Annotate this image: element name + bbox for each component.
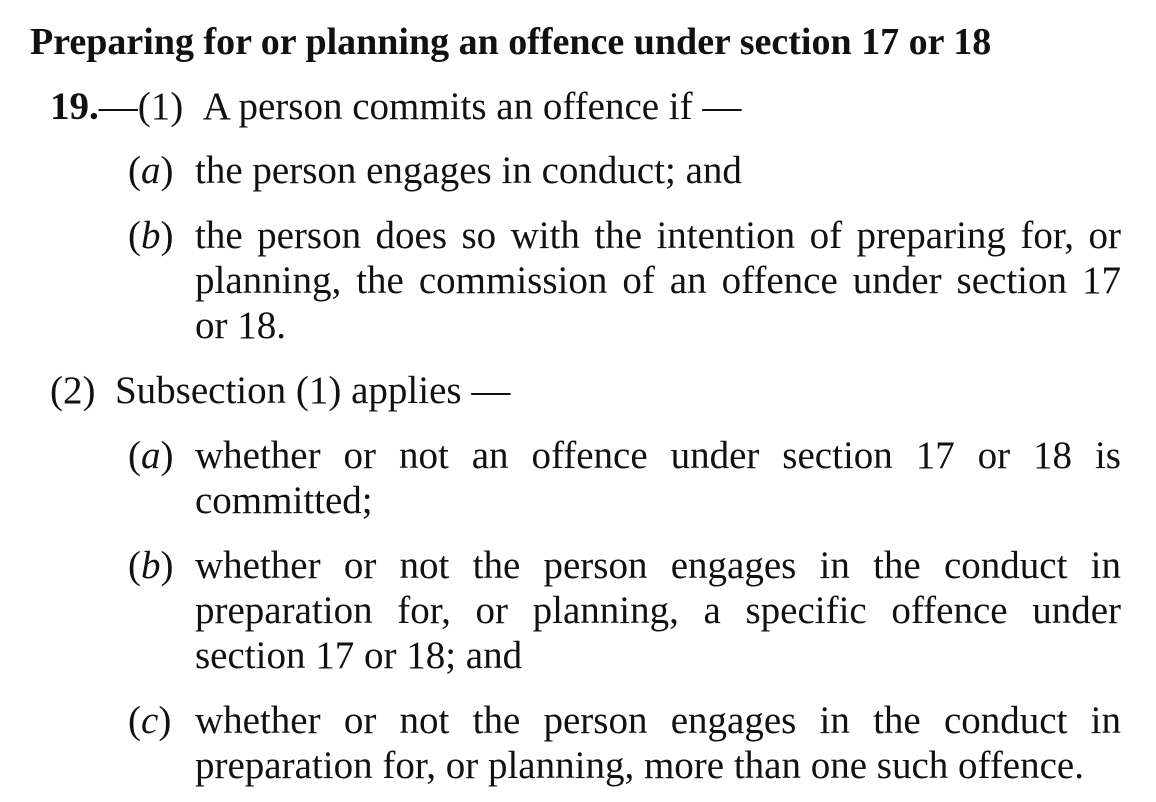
- paragraph-label: (c): [128, 699, 172, 742]
- paragraph-2a-text: whether or not an offence under section 17 or 18 is committed;: [195, 434, 1121, 522]
- subsection-1-intro-line: [50, 84, 741, 129]
- paragraph-2b-text: whether or not the person engages in the conduct in preparation for, or planning, a specific offence under section 17 or 18; and: [195, 544, 1121, 677]
- subsection-1-label: (1): [137, 85, 184, 128]
- paragraph-1a-text: the person engages in conduct; and: [195, 149, 742, 192]
- paragraph-1b-text: the person does so with the intention of preparing for, or planning, the commission of an offence under section 17 or 18.: [195, 214, 1121, 347]
- paragraph-label: (b): [128, 544, 174, 587]
- section-heading: Preparing for or planning an offence under section 17 or 18: [30, 21, 992, 63]
- subsection-2-label: (2): [50, 369, 96, 412]
- subsection-2-intro: Subsection (1) applies —: [114, 369, 511, 412]
- paragraph-label: (a): [128, 149, 174, 192]
- subsection-2-intro-line: [50, 368, 510, 413]
- paragraph-label: (b): [128, 214, 174, 257]
- paragraph-label: (a): [128, 434, 174, 477]
- section-dash: —: [98, 85, 138, 128]
- subsection-1-intro: A person commits an offence if —: [202, 85, 742, 128]
- section-number: 19.: [50, 85, 99, 128]
- paragraph-2c-text: whether or not the person engages in the conduct in preparation for, or planning, more than one such offence.: [195, 699, 1121, 787]
